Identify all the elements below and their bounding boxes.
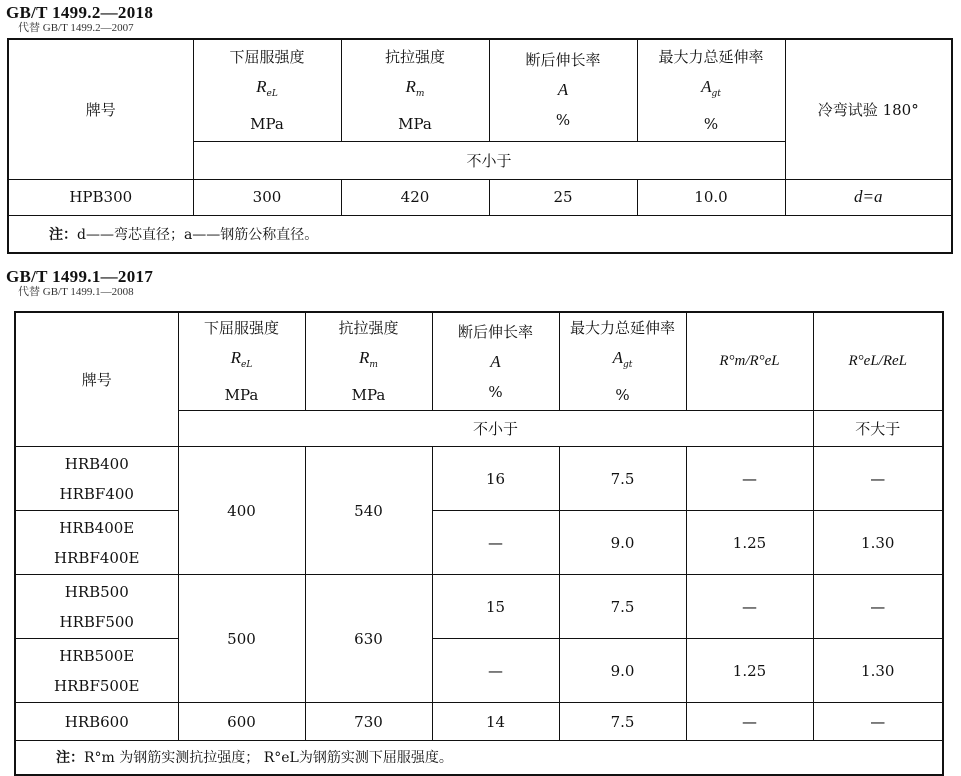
cell-elongation: 25 [489, 179, 637, 215]
cell-ratio-yield: — [813, 447, 943, 511]
cell-total-elongation: 10.0 [637, 179, 785, 215]
cell-grade: HRB400 HRBF400 [15, 447, 178, 511]
header-yield: 下屈服强度 $R_{eL}$ MPa [178, 312, 305, 411]
cell-total-elongation: 7.5 [559, 575, 686, 639]
cell-yield: 400 [178, 447, 305, 575]
header-ratio-tensile-yield: R°m/R°eL [686, 312, 813, 411]
table-hpb300 [7, 38, 953, 254]
header-total-elongation: 最大力总延伸率 $A_{gt}$ % [637, 39, 785, 141]
cell-ratio-tensile-yield: — [686, 703, 813, 741]
cell-bend: d=a [785, 179, 952, 215]
header-tensile: 抗拉强度 $R_m$ MPa [341, 39, 489, 141]
cell-yield: 300 [193, 179, 341, 215]
table-hrb [14, 311, 944, 776]
header-grade: 牌号 [15, 312, 178, 447]
header-elongation: 断后伸长率 A % [489, 39, 637, 141]
cell-ratio-tensile-yield: — [686, 447, 813, 511]
cell-grade: HRB600 [15, 703, 178, 741]
cell-ratio-yield: 1.30 [813, 511, 943, 575]
cell-ratio-yield: — [813, 703, 943, 741]
header-ratio-yield: R°eL/ReL [813, 312, 943, 411]
table-row [15, 703, 943, 741]
table-row [15, 447, 943, 511]
table-note: 注：d——弯芯直径；a——钢筋公称直径。 [8, 215, 952, 253]
cell-total-elongation: 9.0 [559, 639, 686, 703]
cell-grade: HRB400E HRBF400E [15, 511, 178, 575]
cell-grade: HRB500E HRBF500E [15, 639, 178, 703]
table-row [15, 511, 943, 575]
header-not-less: 不小于 [193, 141, 785, 179]
cell-elongation: — [432, 511, 559, 575]
cell-elongation: 15 [432, 575, 559, 639]
cell-total-elongation: 7.5 [559, 447, 686, 511]
cell-ratio-yield: — [813, 575, 943, 639]
table-row [8, 179, 952, 215]
table-row [15, 639, 943, 703]
standard-number: GB/T 1499.2—2018 [6, 3, 154, 22]
cell-ratio-tensile-yield: 1.25 [686, 639, 813, 703]
header-grade: 牌号 [8, 39, 193, 179]
cell-elongation: 14 [432, 703, 559, 741]
cell-elongation: 16 [432, 447, 559, 511]
cell-yield: 600 [178, 703, 305, 741]
cell-ratio-yield: 1.30 [813, 639, 943, 703]
cell-total-elongation: 9.0 [559, 511, 686, 575]
cell-grade: HPB300 [8, 179, 193, 215]
cell-grade: HRB500 HRBF500 [15, 575, 178, 639]
replaces-standard: 代替 GB/T 1499.2—2007 [18, 22, 134, 34]
header-total-elongation: 最大力总延伸率 $A_{gt}$ % [559, 312, 686, 411]
cell-tensile: 630 [305, 575, 432, 703]
cell-tensile: 730 [305, 703, 432, 741]
header-yield: 下屈服强度 $R_{eL}$ MPa [193, 39, 341, 141]
cell-elongation: — [432, 639, 559, 703]
cell-yield: 500 [178, 575, 305, 703]
header-elongation: 断后伸长率 A % [432, 312, 559, 411]
replaces-standard: 代替 GB/T 1499.1—2008 [18, 286, 134, 298]
cell-ratio-tensile-yield: — [686, 575, 813, 639]
table-note: 注：R°m 为钢筋实测抗拉强度； R°eL为钢筋实测下屈服强度。 [15, 741, 943, 775]
header-not-less: 不小于 [178, 411, 813, 447]
cell-tensile: 420 [341, 179, 489, 215]
table-row [15, 575, 943, 639]
cell-total-elongation: 7.5 [559, 703, 686, 741]
standard-header-1 [6, 4, 153, 34]
header-not-more: 不大于 [813, 411, 943, 447]
standard-header-2 [6, 268, 153, 298]
header-bend-test: 冷弯试验 180° [785, 39, 952, 179]
standard-number: GB/T 1499.1—2017 [6, 267, 154, 286]
cell-tensile: 540 [305, 447, 432, 575]
header-tensile: 抗拉强度 $R_m$ MPa [305, 312, 432, 411]
cell-ratio-tensile-yield: 1.25 [686, 511, 813, 575]
